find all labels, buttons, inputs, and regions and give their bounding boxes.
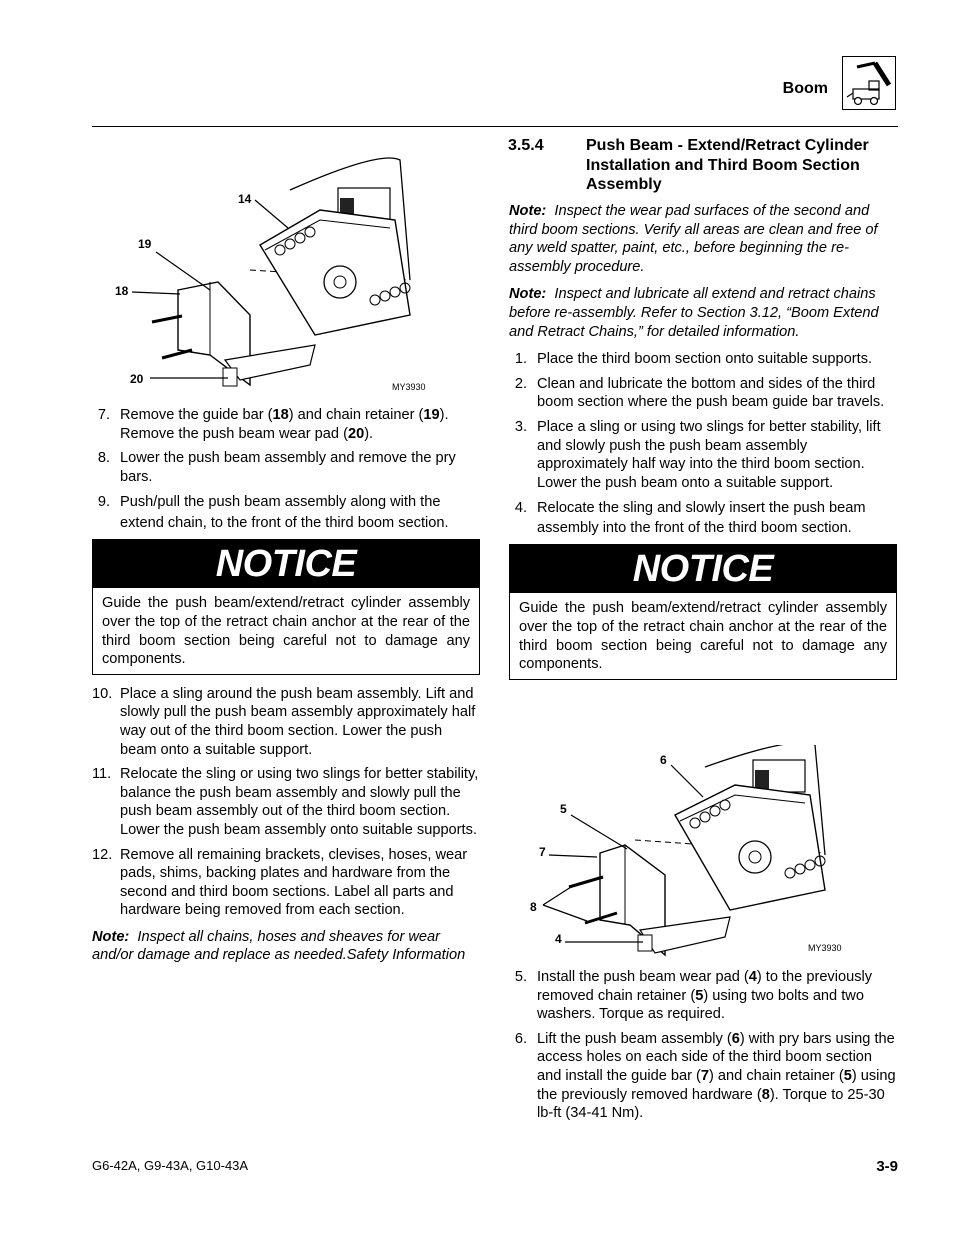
step-text: Place a sling around the push beam assembly. Lift and slowly pull the push beam assembly approximately half way out of the third boom section. Lower the push beam onto a suitable support. [120, 685, 476, 758]
step-text: ). [364, 425, 374, 442]
step-text: Lift the push beam assembly ( [537, 1030, 732, 1047]
step-number: 7. [97, 407, 110, 423]
list-item [509, 350, 899, 369]
note-label: Note: [92, 928, 130, 945]
step-text: Relocate the sling and slowly insert the push beam assembly into the front of the third boom section. [537, 500, 866, 537]
step-text: Clean and lubricate the bottom and sides of the third boom section where the push beam guide bar travels. [537, 375, 885, 411]
note-left [92, 928, 480, 965]
step-text: ) using two bolts and two washers. Torque as required. [537, 987, 864, 1023]
step-number: 2. [514, 375, 527, 392]
boom-machine-icon [842, 56, 896, 110]
ref-number: 20 [347, 425, 365, 442]
ref-number: 7 [700, 1067, 710, 1084]
figure-bottom-label-6: 6 [660, 753, 667, 767]
step-number: 1. [514, 351, 527, 368]
list-item [509, 1030, 899, 1123]
notice-title: NOTICE [93, 540, 479, 588]
list-item [92, 492, 480, 533]
step-number: 6. [514, 1030, 527, 1047]
step-text: ) using the previously removed hardware ( [537, 1067, 896, 1103]
note-right-1 [509, 202, 899, 276]
notice-box-right [509, 544, 897, 679]
step-number: 4. [514, 500, 527, 517]
right-steps-a [509, 350, 899, 538]
figure-bottom-label-4: 4 [555, 932, 562, 946]
list-item [92, 449, 480, 486]
step-number: 12. [92, 846, 113, 863]
step-text: Install the push beam wear pad ( [537, 969, 749, 985]
ref-number: 8 [761, 1086, 770, 1103]
ref-number: 6 [731, 1030, 740, 1047]
notice-title: NOTICE [510, 545, 896, 593]
ref-number: 5 [843, 1067, 852, 1084]
step-text: ) and chain retainer ( [709, 1067, 844, 1084]
list-item [509, 968, 899, 1024]
step-number: 3. [514, 418, 527, 435]
list-item [509, 418, 899, 492]
figure-top-label-14: 14 [238, 192, 252, 206]
step-text: Relocate the sling or using two slings for better stability, balance the push beam assembly and slowly pull the push beam assembly out of the third boom section. Lower the push beam assembly onto suitable supports. [120, 766, 479, 838]
right-steps-b [509, 968, 899, 1123]
left-steps-b [92, 685, 480, 920]
figure-top [110, 150, 440, 395]
push-beam-illustration-top [110, 150, 440, 395]
list-item [92, 406, 480, 443]
list-item [509, 375, 899, 412]
notice-text: Guide the push beam/extend/retract cylinder assembly over the top of the retract chain anchor at the rear of the third boom section being careful not to damage any components. [102, 595, 470, 668]
notice-text: Guide the push beam/extend/retract cylinder assembly over the top of the retract chain anchor at the rear of the third boom section being careful not to damage any components. [519, 600, 887, 673]
footer-models: G6-42A, G9-43A, G10-43A [92, 1158, 249, 1173]
figure-bottom-label-8: 8 [530, 900, 537, 914]
note-right-2 [509, 285, 899, 341]
figure-top-label-18: 18 [115, 284, 129, 298]
note-label: Note: [509, 203, 547, 219]
ref-number: 19 [423, 407, 440, 423]
step-text: ) to the previously removed chain retainer ( [537, 969, 873, 1004]
list-item [92, 846, 480, 920]
step-number: 11. [92, 766, 112, 783]
step-text: Lower the push beam assembly and remove the pry bars. [120, 450, 456, 485]
note-label: Note: [509, 286, 547, 303]
left-steps-a [92, 406, 480, 533]
step-text: Remove the guide bar ( [120, 407, 273, 423]
right-column [509, 202, 899, 680]
header-section-title: Boom [782, 80, 828, 97]
step-number: 10. [92, 685, 113, 702]
section-title: Push Beam - Extend/Retract Cylinder Installation and Third Boom Section Assembly [586, 137, 869, 193]
figure-top-code: MY3930 [392, 382, 426, 392]
step-text: ). Torque to 25-30 lb-ft (34-41 Nm). [537, 1086, 885, 1122]
list-item [509, 498, 899, 538]
left-column [92, 406, 480, 965]
step-number: 5. [514, 969, 527, 985]
figure-top-label-20: 20 [130, 372, 144, 386]
step-text: Push/pull the push beam assembly along with the extend chain, to the front of the third boom section. [120, 494, 449, 531]
step-text: ). Remove the push beam wear pad ( [120, 407, 449, 442]
footer-page-number: 3-9 [876, 1158, 898, 1175]
figure-bottom-label-5: 5 [560, 802, 567, 816]
ref-number: 18 [272, 407, 289, 423]
step-text: Remove all remaining brackets, clevises, hoses, wear pads, shims, backing plates and hardware from the second and third boom sections. Label all parts and hardware being removed from each section. [120, 846, 468, 919]
figure-bottom-code: MY3930 [808, 943, 842, 953]
header-rule [92, 126, 898, 127]
figure-top-label-19: 19 [138, 237, 152, 251]
notice-box-left [92, 539, 480, 674]
push-beam-illustration-bottom [525, 745, 855, 960]
section-number: 3.5.4 [508, 137, 544, 154]
note-body: Inspect and lubricate all extend and retract chains before re-assembly. Refer to Section 3.12, “Boom Extend and Retract Chains,” for detailed information. [509, 286, 879, 340]
step-text: Place a sling or using two slings for better stability, lift and slowly push the push beam assembly approximately half way into the third boom section. Lower the push beam onto a suitable support. [537, 418, 881, 491]
ref-number: 5 [695, 987, 704, 1004]
list-item [92, 765, 480, 839]
right-column-bottom [509, 968, 899, 1129]
note-body: Inspect the wear pad surfaces of the second and third boom sections. Verify all areas are clean and free of any weld spatter, paint, etc., before beginning the re-assembly procedure. [509, 203, 878, 275]
step-text: ) with pry bars using the access holes on each side of the third boom section and install the guide bar ( [537, 1030, 895, 1084]
note-body: Inspect all chains, hoses and sheaves for wear and/or damage and replace as needed.Safety Information [92, 928, 466, 964]
figure-bottom [525, 745, 855, 960]
figure-bottom-label-7: 7 [539, 845, 546, 859]
step-text: Place the third boom section onto suitable supports. [537, 351, 873, 368]
ref-number: 4 [748, 969, 757, 985]
step-text: ) and chain retainer ( [288, 407, 424, 423]
step-number: 9. [97, 494, 110, 511]
step-number: 8. [97, 450, 110, 467]
list-item [92, 685, 480, 759]
